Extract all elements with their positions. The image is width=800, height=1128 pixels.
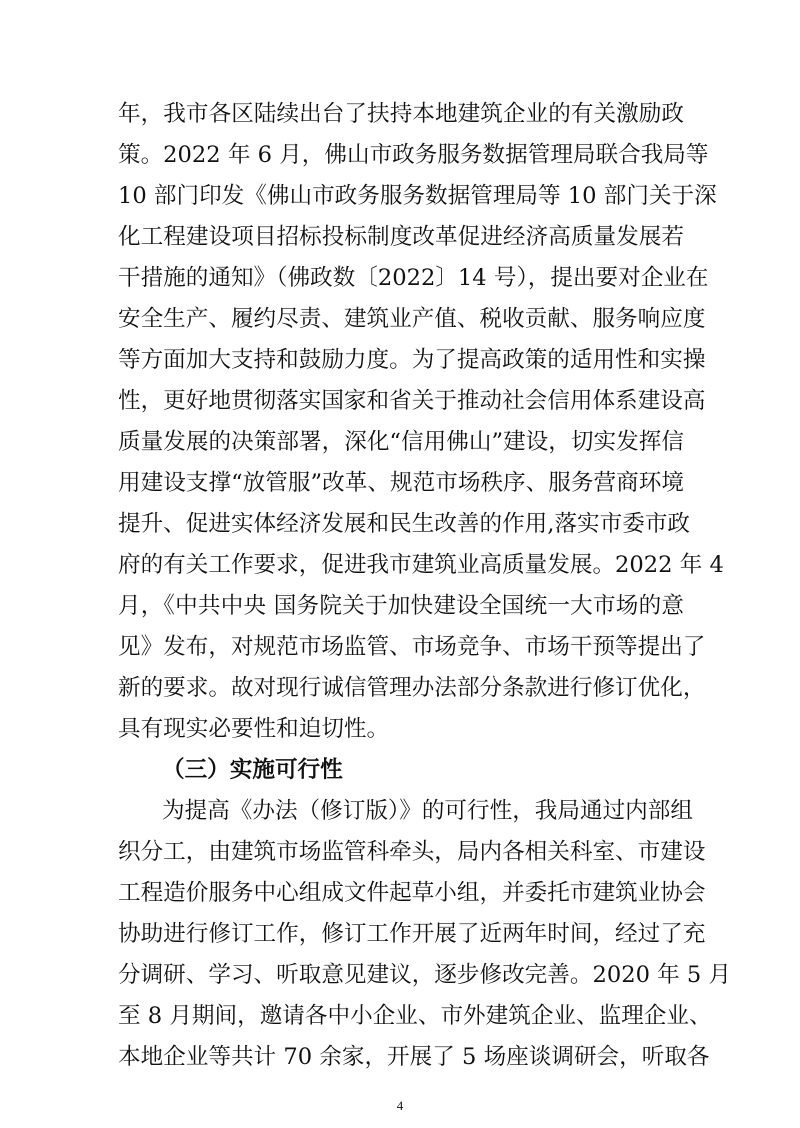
paragraph-2-line: 协助进行修订工作，修订工作开展了近两年时间，经过了充 [118, 921, 706, 947]
paragraph-1-line: 干措施的通知》（佛政数〔2022〕14 号），提出要对企业在 [118, 265, 709, 291]
paragraph-1-line: 见》发布，对规范市场监管、市场竞争、市场干预等提出了 [118, 634, 706, 660]
paragraph-1-line: 10 部门印发《佛山市政务服务数据管理局等 10 部门关于深 [118, 183, 717, 209]
page-number: 4 [396, 1098, 404, 1113]
paragraph-1-line: 具有现实必要性和迫切性。 [118, 716, 390, 742]
paragraph-1-line: 月，《中共中央 国务院关于加快建设全国统一大市场的意 [118, 593, 684, 619]
paragraph-2-line: 本地企业等共计 70 余家，开展了 5 场座谈调研会，听取各 [118, 1044, 710, 1070]
paragraph-1-line: 化工程建设项目招标投标制度改革促进经济高质量发展若 [118, 224, 684, 250]
paragraph-1-line: 新的要求。故对现行诚信管理办法部分条款进行修订优化， [118, 675, 706, 701]
section-heading: （三）实施可行性 [162, 757, 343, 783]
paragraph-2-line: 至 8 月期间，邀请各中小企业、市外建筑企业、监理企业、 [118, 1003, 712, 1029]
paragraph-2-line: 分调研、学习、听取意见建议，逐步修改完善。2020 年 5 月 [118, 962, 732, 988]
paragraph-2-line: 工程造价服务中心组成文件起草小组，并委托市建筑业协会 [118, 880, 706, 906]
paragraph-1-line: 提升、促进实体经济发展和民生改善的作用,落实市委市政 [118, 511, 691, 537]
paragraph-1-line: 质量发展的决策部署，深化“信用佛山”建设，切实发挥信 [118, 429, 684, 455]
paragraph-1-line: 安全生产、履约尽责、建筑业产值、税收贡献、服务响应度 [118, 306, 706, 332]
paragraph-1-line: 用建设支撑“放管服”改革、规范市场秩序、服务营商环境 [118, 470, 684, 496]
paragraph-1-line: 策。2022 年 6 月，佛山市政务服务数据管理局联合我局等 [118, 142, 709, 168]
paragraph-2-line: 织分工，由建筑市场监管科牵头，局内各相关科室、市建设 [118, 839, 706, 865]
paragraph-1-line: 性，更好地贯彻落实国家和省关于推动社会信用体系建设高 [118, 388, 706, 414]
paragraph-2-line: 为提高《办法（修订版）》的可行性，我局通过内部组 [162, 798, 693, 824]
paragraph-1-line: 年，我市各区陆续出台了扶持本地建筑企业的有关激励政 [118, 101, 684, 127]
paragraph-1-line: 等方面加大支持和鼓励力度。为了提高政策的适用性和实操 [118, 347, 706, 373]
paragraph-1-line: 府的有关工作要求，促进我市建筑业高质量发展。2022 年 4 [118, 552, 724, 578]
